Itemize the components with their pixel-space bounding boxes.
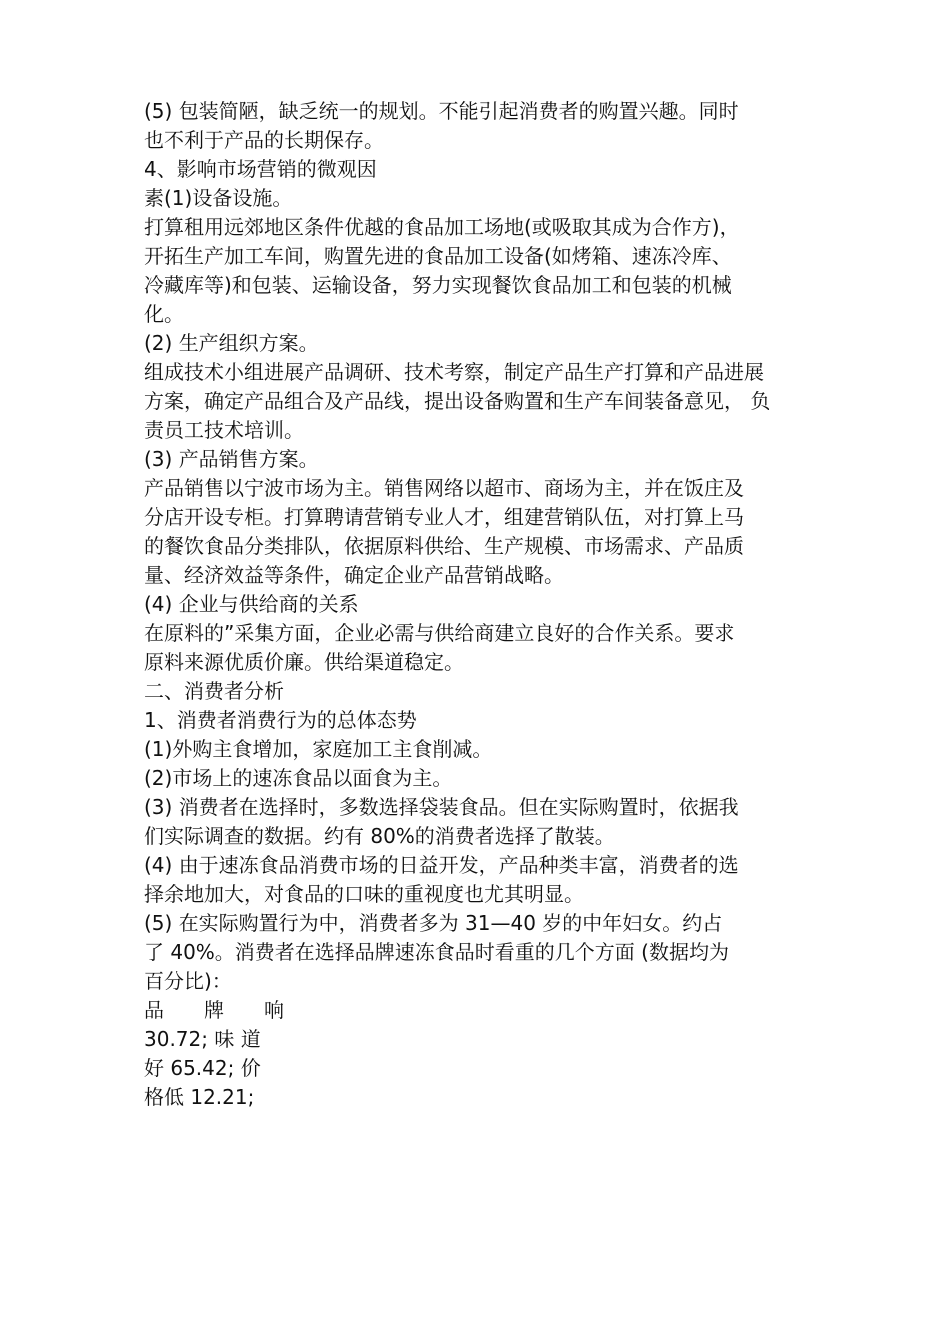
text-line: 的餐饮食品分类排队，依据原料供给、生产规模、市场需求、产品质 — [144, 534, 744, 558]
text-line: 分店开设专柜。打算聘请营销专业人才，组建营销队伍，对打算上马 — [144, 505, 744, 529]
text-line: 了 40%。消费者在选择品牌速冻食品时看重的几个方面 (数据均为 — [144, 940, 729, 964]
text-line: 择余地加大，对食品的口味的重视度也尤其明显。 — [144, 882, 584, 906]
text-line: (5) 在实际购置行为中，消费者多为 31—40 岁的中年妇女。约占 — [144, 911, 723, 935]
stats-char: 品 — [144, 998, 164, 1022]
text-line: (5) 包装简陋，缺乏统一的规划。不能引起消费者的购置兴趣。同时 — [144, 99, 739, 123]
subsection-heading: (3) 产品销售方案。 — [144, 447, 319, 471]
stats-char: 牌 — [204, 998, 224, 1022]
subsection-heading: (2) 生产组织方案。 — [144, 331, 319, 355]
stats-line: 好 65.42; 价 — [144, 1056, 261, 1080]
text-line: (4) 由于速冻食品消费市场的日益开发，产品种类丰富，消费者的选 — [144, 853, 739, 877]
text-line: 方案，确定产品组合及产品线，提出设备购置和生产车间装备意见， 负 — [144, 389, 771, 413]
text-line: 责员工技术培训。 — [144, 418, 304, 442]
section-heading: 二、消费者分析 — [144, 679, 284, 703]
subsection-heading: 1、消费者消费行为的总体态势 — [144, 708, 417, 732]
text-line: 打算租用远郊地区条件优越的食品加工场地(或吸取其成为合作方)， — [144, 215, 740, 239]
stats-line: 30.72; 味 道 — [144, 1027, 261, 1051]
text-line: (1)外购主食增加，家庭加工主食削减。 — [144, 737, 493, 761]
text-line: 也不利于产品的长期保存。 — [144, 128, 384, 152]
text-line: 化。 — [144, 302, 184, 326]
section-heading: 4、影响市场营销的微观因 — [144, 157, 377, 181]
text-line: 开拓生产加工车间，购置先进的食品加工设备(如烤箱、速冻冷库、 — [144, 244, 732, 268]
stats-char: 响 — [264, 998, 284, 1022]
text-line: 百分比)： — [144, 969, 232, 993]
subsection-heading: (4) 企业与供给商的关系 — [144, 592, 359, 616]
stats-line — [144, 996, 284, 1025]
stats-line: 格低 12.21; — [144, 1085, 255, 1109]
text-line: 冷藏库等)和包装、运输设备，努力实现餐饮食品加工和包装的机械 — [144, 273, 732, 297]
text-line: (3) 消费者在选择时，多数选择袋装食品。但在实际购置时，依据我 — [144, 795, 739, 819]
document-body — [144, 97, 824, 1112]
text-line: 在原料的”采集方面，企业必需与供给商建立良好的合作关系。要求 — [144, 621, 735, 645]
text-line: 量、经济效益等条件，确定企业产品营销战略。 — [144, 563, 564, 587]
text-line: 素(1)设备设施。 — [144, 186, 293, 210]
text-line: 原料来源优质价廉。供给渠道稳定。 — [144, 650, 464, 674]
text-line: (2)市场上的速冻食品以面食为主。 — [144, 766, 453, 790]
text-line: 组成技术小组进展产品调研、技术考察，制定产品生产打算和产品进展 — [144, 360, 764, 384]
text-line: 产品销售以宁波市场为主。销售网络以超市、商场为主，并在饭庄及 — [144, 476, 744, 500]
text-line: 们实际调查的数据。约有 80%的消费者选择了散装。 — [144, 824, 615, 848]
